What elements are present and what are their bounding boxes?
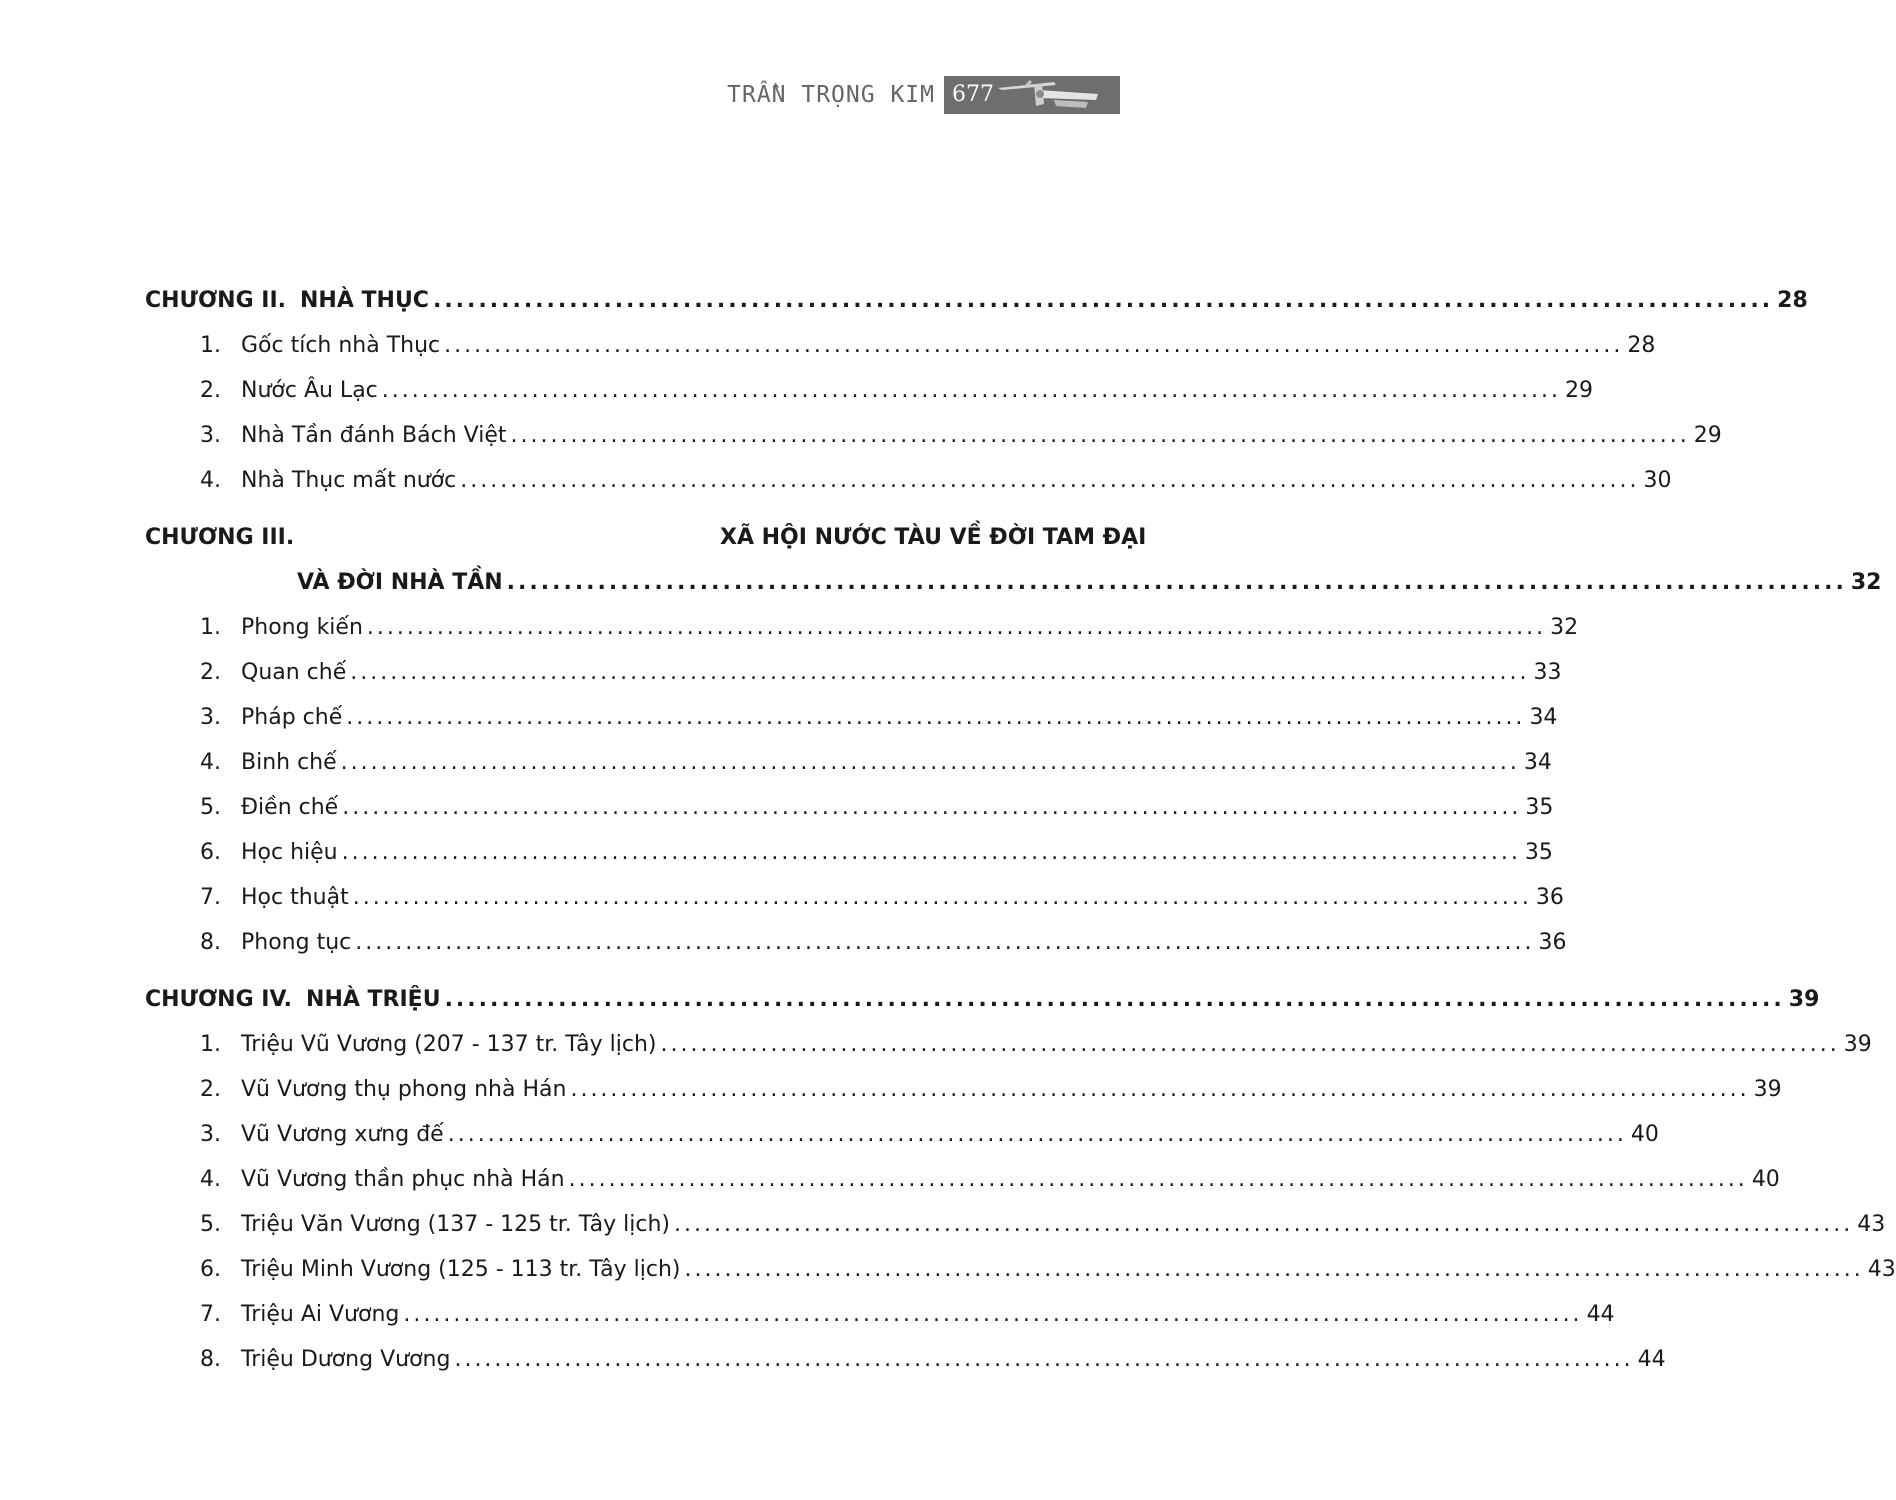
toc-entry[interactable]: [0, 740, 1552, 785]
entry-number: 5.: [200, 1212, 221, 1237]
entry-number: 1.: [200, 615, 221, 640]
entry-title: Triệu Vũ Vương (207 - 137 tr. Tây lịch): [241, 1022, 661, 1067]
page-number-box: [944, 76, 1120, 114]
toc-entry[interactable]: [0, 458, 1672, 503]
entry-number: 5.: [200, 795, 221, 820]
entry-page: 32: [1550, 615, 1579, 640]
dot-leader: ......................................................................................................................: [447, 1122, 1627, 1147]
toc-entry[interactable]: [0, 605, 1579, 650]
dot-leader: ......................................................................................................................: [674, 1212, 1854, 1237]
entry-number: 7.: [200, 885, 221, 910]
entry-title: Gốc tích nhà Thục: [241, 323, 444, 368]
dot-leader: ......................................................................................................................: [342, 795, 1522, 820]
dot-leader: ......................................................................................................................: [350, 660, 1530, 685]
chapter-label: CHƯƠNG IV.: [145, 987, 293, 1012]
dot-leader: ......................................................................................................................: [444, 333, 1624, 358]
dot-leader: ......................................................................................................................: [460, 468, 1640, 493]
entry-page: 43: [1857, 1212, 1886, 1237]
dot-leader: ......................................................................................................................: [403, 1302, 1583, 1327]
chapter-page: 39: [1788, 987, 1820, 1012]
page-number: 677: [952, 82, 994, 107]
dot-leader: ......................................................................................................................: [568, 1167, 1748, 1192]
dot-leader: ......................................................................................................................: [355, 930, 1535, 955]
entry-number: 4.: [200, 468, 221, 493]
entry-number: 2.: [200, 378, 221, 403]
entry-number: 6.: [200, 840, 221, 865]
toc-chapter-4[interactable]: [0, 977, 1820, 1022]
entry-number: 3.: [200, 705, 221, 730]
dot-leader: ......................................................................................................................: [432, 288, 1774, 313]
entry-title: Nhà Thục mất nước: [241, 458, 460, 503]
toc-entry[interactable]: [0, 695, 1558, 740]
entry-title: Nước Âu Lạc: [241, 368, 382, 413]
toc-chapter-3[interactable]: [0, 515, 1147, 560]
entry-title: Triệu Dương Vương: [241, 1337, 454, 1382]
dot-leader: ......................................................................................................................: [366, 615, 1547, 640]
entry-page: 36: [1538, 930, 1567, 955]
dot-leader: ......................................................................................................................: [510, 423, 1690, 448]
entry-number: 8.: [200, 930, 221, 955]
toc-entry[interactable]: [0, 368, 1593, 413]
entry-number: 2.: [200, 660, 221, 685]
toc-entry[interactable]: [0, 1247, 1896, 1292]
chapter-page: 32: [1850, 570, 1882, 595]
dot-leader: ......................................................................................................................: [570, 1077, 1750, 1102]
entry-page: 44: [1637, 1347, 1666, 1372]
entry-title: Pháp chế: [241, 695, 346, 740]
entry-title: Học thuật: [241, 875, 353, 920]
toc-entry[interactable]: [0, 1112, 1659, 1157]
entry-number: 4.: [200, 750, 221, 775]
entry-page: 40: [1630, 1122, 1659, 1147]
entry-title: Triệu Ai Vương: [241, 1292, 403, 1337]
toc-entry[interactable]: [0, 650, 1562, 695]
entry-title: Phong tục: [241, 920, 355, 965]
entry-page: 29: [1693, 423, 1722, 448]
entry-title: Vũ Vương thụ phong nhà Hán: [241, 1067, 570, 1112]
entry-number: 4.: [200, 1167, 221, 1192]
entry-page: 33: [1533, 660, 1562, 685]
entry-title: Học hiệu: [241, 830, 342, 875]
entry-page: 36: [1535, 885, 1564, 910]
dot-leader: ......................................................................................................................: [352, 885, 1532, 910]
running-header: [0, 76, 1120, 114]
chapter-label: CHƯƠNG II.: [145, 288, 287, 313]
toc-entry[interactable]: [0, 920, 1567, 965]
entry-number: 8.: [200, 1347, 221, 1372]
chapter-page: 28: [1777, 288, 1808, 313]
table-of-contents: [0, 278, 1896, 1382]
dot-leader: ......................................................................................................................: [444, 987, 1785, 1012]
entry-title: Quan chế: [241, 650, 350, 695]
entry-number: 1.: [200, 333, 221, 358]
dot-leader: ......................................................................................................................: [341, 840, 1521, 865]
toc-entry[interactable]: [0, 785, 1554, 830]
toc-entry[interactable]: [0, 1202, 1886, 1247]
entry-title: Triệu Văn Vương (137 - 125 tr. Tây lịch): [241, 1202, 674, 1247]
entry-number: 3.: [200, 423, 221, 448]
entry-page: 40: [1751, 1167, 1780, 1192]
toc-entry[interactable]: [0, 1067, 1782, 1112]
toc-entry[interactable]: [0, 323, 1656, 368]
dot-leader: ......................................................................................................................: [506, 570, 1847, 595]
entry-page: 44: [1586, 1302, 1615, 1327]
entry-title: Nhà Tần đánh Bách Việt: [241, 413, 511, 458]
entry-page: 28: [1627, 333, 1656, 358]
chapter-title: NHÀ TRIỆU: [306, 987, 441, 1012]
crossbow-emblem-icon: [994, 76, 1104, 114]
entry-title: Phong kiến: [241, 605, 367, 650]
entry-page: 39: [1753, 1077, 1782, 1102]
entry-number: 7.: [200, 1302, 221, 1327]
entry-page: 39: [1843, 1032, 1872, 1057]
dot-leader: ......................................................................................................................: [684, 1257, 1864, 1282]
dot-leader: ......................................................................................................................: [340, 750, 1520, 775]
toc-entry[interactable]: [0, 1292, 1615, 1337]
entry-number: 2.: [200, 1077, 221, 1102]
entry-title: Triệu Minh Vương (125 - 113 tr. Tây lịch): [241, 1247, 685, 1292]
chapter-label: CHƯƠNG III.: [145, 525, 295, 550]
toc-chapter-3-continued[interactable]: [0, 560, 1882, 605]
entry-number: 3.: [200, 1122, 221, 1147]
author-name: TRẦN TRỌNG KIM: [727, 82, 935, 108]
entry-page: 35: [1524, 840, 1553, 865]
dot-leader: ......................................................................................................................: [381, 378, 1561, 403]
entry-page: 29: [1564, 378, 1593, 403]
entry-page: 34: [1529, 705, 1558, 730]
chapter-title-line1: XÃ HỘI NƯỚC TÀU VỀ ĐỜI TAM ĐẠI: [720, 525, 1147, 550]
dot-leader: ......................................................................................................................: [660, 1032, 1840, 1057]
toc-entry[interactable]: [0, 1157, 1780, 1202]
entry-number: 6.: [200, 1257, 221, 1282]
entry-title: Điền chế: [241, 785, 342, 830]
toc-entry[interactable]: [0, 1337, 1666, 1382]
chapter-title: NHÀ THỤC: [300, 288, 429, 313]
entry-page: 43: [1867, 1257, 1896, 1282]
entry-title: Vũ Vương xưng đế: [241, 1112, 448, 1157]
toc-entry[interactable]: [0, 830, 1553, 875]
entry-title: Binh chế: [241, 740, 341, 785]
entry-title: Vũ Vương thần phục nhà Hán: [241, 1157, 569, 1202]
toc-entry[interactable]: [0, 413, 1722, 458]
dot-leader: ......................................................................................................................: [454, 1347, 1634, 1372]
entry-page: 34: [1523, 750, 1552, 775]
toc-entry[interactable]: [0, 875, 1564, 920]
toc-entry[interactable]: [0, 1022, 1872, 1067]
toc-chapter-2[interactable]: [0, 278, 1808, 323]
dot-leader: ......................................................................................................................: [346, 705, 1526, 730]
entry-page: 35: [1525, 795, 1554, 820]
entry-page: 30: [1643, 468, 1672, 493]
chapter-title-line2: VÀ ĐỜI NHÀ TẦN: [297, 560, 507, 605]
entry-number: 1.: [200, 1032, 221, 1057]
